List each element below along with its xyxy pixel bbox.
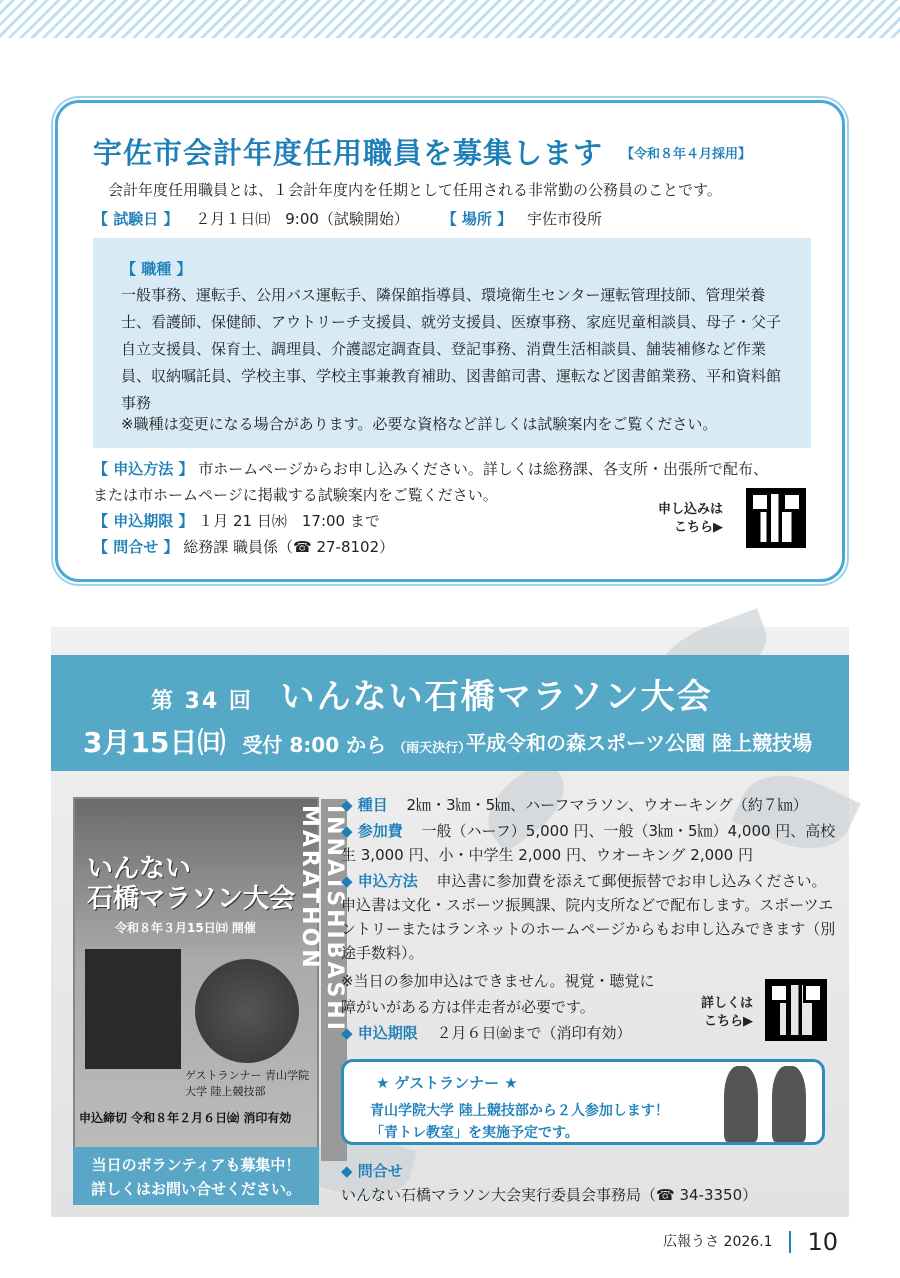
guest-runner-photo — [772, 1066, 806, 1142]
place-label: 【 場所 】 — [441, 210, 513, 228]
marathon-deadline-value: ２月６日㈮まで（消印有効） — [436, 1024, 632, 1042]
recruitment-intro: 会計年度任用職員とは、１会計年度内を任期として任用される非常勤の公務員のことです。 — [108, 181, 722, 199]
qr-label — [658, 501, 723, 537]
note-line2: 障がいがある方は伴走者が必要です。 — [341, 998, 595, 1016]
recruitment-title: 宇佐市会計年度任用職員を募集します — [93, 136, 604, 170]
volunteer-line1: 当日のボランティアも募集中！ — [91, 1156, 301, 1174]
decorative-stripes — [0, 0, 900, 38]
volunteer-banner — [73, 1147, 319, 1205]
page-footer — [663, 1228, 838, 1256]
exam-label: 【 試験日 】 — [93, 210, 179, 228]
marathon-contact-label — [341, 1159, 841, 1183]
marathon-venue: 平成令和の森スポーツ公園 陸上競技場 — [466, 731, 813, 755]
marathon-edition: 第 34 回 — [151, 689, 253, 714]
recruitment-card — [55, 100, 845, 582]
marathon-name: いんない石橋マラソン大会 — [280, 677, 713, 717]
event-row — [341, 793, 841, 817]
marathon-date: 3月15日㈰ — [83, 726, 226, 759]
apply-value: 市ホームページからお申し込みください。詳しくは総務課、各支所・出張所で配布、 — [198, 460, 768, 478]
poster-guest: ゲストランナー 青山学院大学 陸上競技部 — [185, 1069, 310, 1098]
poster-date: 令和８年３月15日㈰ 開催 — [115, 921, 256, 935]
marathon-contact-label-text: ◆ 問合せ — [341, 1162, 403, 1180]
method-label: ◆ 申込方法 — [341, 872, 418, 890]
method-row — [341, 869, 841, 965]
marathon-rain: （雨天決行） — [393, 741, 472, 756]
marathon-deadline-label: ◆ 申込期限 — [341, 1024, 418, 1042]
qr-label-line1: 申し込みは — [658, 502, 724, 517]
marathon-qr-code[interactable] — [765, 979, 827, 1041]
exam-value: ２月１日㈰ 9:00（試験開始） — [195, 210, 409, 228]
contact-value: 総務課 職員係（☎ 27-8102） — [183, 538, 395, 556]
guest-line2: 「青トレ教室」を実施予定です。 — [370, 1125, 579, 1141]
deadline-row — [93, 510, 380, 531]
deadline-label: 【 申込期限 】 — [93, 512, 194, 530]
apply-row — [93, 458, 768, 479]
marathon-date-row — [83, 721, 471, 761]
jobs-label: 【 職種 】 — [121, 260, 192, 278]
marathon-qr-label-line1: 詳しくは — [701, 996, 754, 1011]
poster-vertical-text: INNAISHIBASHI MARATHON — [321, 799, 347, 1161]
recruitment-note: 【令和８年４月採用】 — [621, 147, 752, 162]
fee-row — [341, 819, 841, 867]
exam-row — [93, 208, 602, 229]
marathon-poster — [73, 797, 347, 1159]
publication-name: 広報うさ 2026.1 — [663, 1234, 773, 1250]
footer-divider — [789, 1231, 791, 1253]
event-value: 2㎞・3㎞・5㎞、ハーフマラソン、ウオーキング（約７㎞） — [406, 796, 808, 814]
poster-title-line2: 石橋マラソン大会 — [87, 884, 296, 914]
team-photo — [195, 959, 299, 1063]
jobs-box — [93, 238, 811, 448]
poster-title-line1: いんない — [87, 854, 192, 884]
method-value: 申込書に参加費を添えて郵便振替でお申し込みください。申込書は文化・スポーツ振興課、院内支所などで配布します。スポーツエントリーまたはランネットのホームページからもお申し込みできます（別途手数料）。 — [341, 872, 836, 962]
note-line1: ※当日の参加申込はできません。視覚・聴覚に — [341, 972, 655, 990]
marathon-section — [51, 627, 849, 1217]
volunteer-line2: 詳しくはお問い合せください。 — [91, 1180, 302, 1198]
marathon-qr-label — [701, 995, 753, 1031]
marathon-header-band — [51, 655, 849, 771]
qr-label-line2: こちら▶ — [674, 520, 724, 535]
guest-runner-photo — [724, 1066, 758, 1142]
page-number: 10 — [807, 1228, 838, 1256]
marathon-qr-label-line2: こちら▶ — [704, 1014, 754, 1029]
marathon-contact-value: いんない石橋マラソン大会実行委員会事務局（☎ 34-3350） — [341, 1186, 758, 1204]
fee-label: ◆ 参加費 — [341, 822, 403, 840]
jobs-note: ※職種は変更になる場合があります。必要な資格など詳しくは試験案内をご覧ください。 — [121, 415, 718, 433]
apply-label: 【 申込方法 】 — [93, 460, 194, 478]
recruit-qr-code[interactable] — [746, 488, 806, 548]
jobs-text: 一般事務、運転手、公用バス運転手、隣保館指導員、環境衛生センター運転管理技師、管理栄養士、看護師、保健師、アウトリーチ支援員、就労支援員、医療事務、家庭児童相談員、母子・父子自立支援員、保育士、調理員、介護認定調査員、登記事務、消費生活相談員、舗装補修など作業員、収納嘱託員、学校主事、学校主事兼教育補助、図書館司書、運転など図書館業務、平和資料館事務 — [121, 286, 782, 412]
apply-value-2: または市ホームページに掲載する試験案内をご覧ください。 — [93, 486, 498, 504]
marathon-reception: 受付 8:00 から — [242, 733, 387, 757]
fee-value: 一般（ハーフ）5,000 円、一般（3㎞・5㎞）4,000 円、高校生 3,000 円、小・中学生 2,000 円、ウオーキング 2,000 円 — [341, 822, 836, 864]
event-label: ◆ 種目 — [341, 796, 388, 814]
guest-title: ★ ゲストランナー ★ — [376, 1074, 518, 1092]
runner-silhouette — [85, 949, 181, 1069]
poster-deadline: 申込締切 令和８年２月６日㈮ 消印有効 — [79, 1111, 292, 1125]
poster-title — [87, 854, 295, 914]
contact-row — [93, 536, 394, 557]
marathon-title — [151, 669, 713, 718]
guest-runner-box — [341, 1059, 825, 1145]
deadline-value: １月 21 日㈬ 17:00 まで — [198, 512, 380, 530]
contact-label: 【 問合せ 】 — [93, 538, 179, 556]
place-value: 宇佐市役所 — [526, 210, 602, 228]
guest-line1: 青山学院大学 陸上競技部から２人参加します！ — [370, 1103, 669, 1119]
